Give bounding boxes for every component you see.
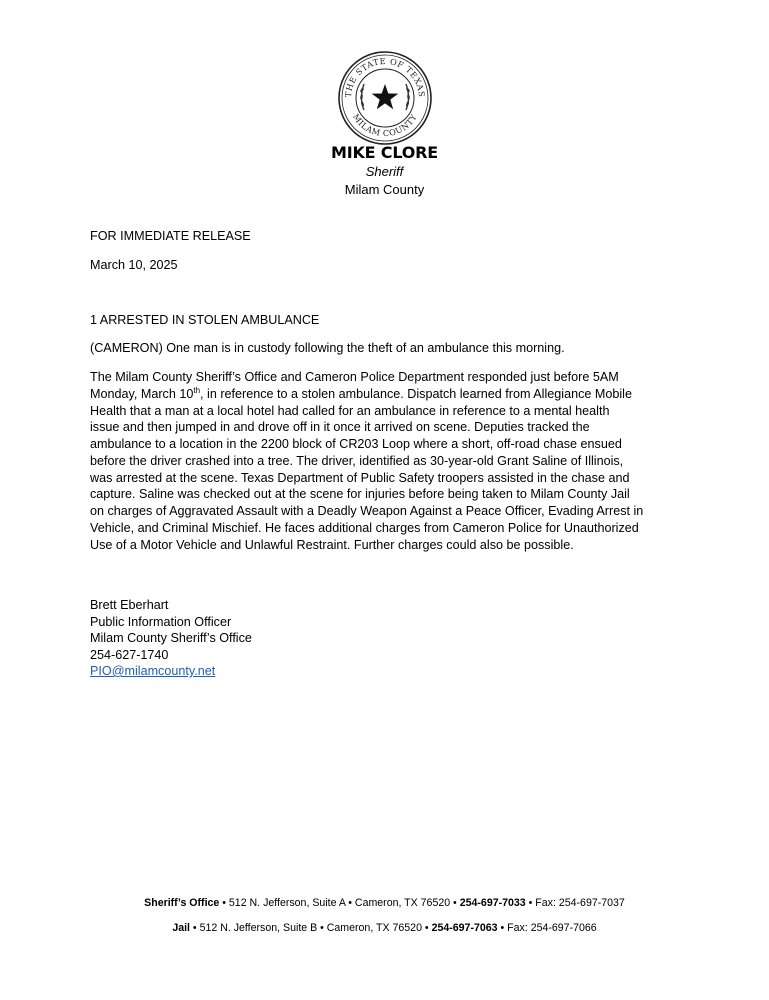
contact-phone: 254-627-1740 — [90, 647, 169, 662]
body-line: before the driver crashed into a tree. The driver, identified as 30-year-old Grant Saline of Illinois, — [90, 453, 624, 468]
body-paragraph — [90, 369, 690, 553]
footer-jail: Jail • 512 N. Jefferson, Suite B • Cameron, TX 76520 • 254-697-7063 • Fax: 254-697-7066 — [172, 922, 597, 934]
svg-text:MILAM COUNTY: MILAM COUNTY — [351, 111, 419, 139]
sheriff-name: MIKE CLORE — [331, 143, 438, 162]
body-line: capture. Saline was checked out at the scene for injuries before being taken to Milam County Jail — [90, 487, 630, 502]
footer-jail-label: Jail — [172, 922, 190, 934]
contact-name: Brett Eberhart — [90, 598, 169, 612]
body-line: Vehicle, and Criminal Mischief. He faces additional charges from Cameron Police for Unauthorized — [90, 520, 639, 535]
body-line: issue and then jumped in and drove off in it once it arrived on scene. Deputies tracked the — [90, 420, 590, 435]
body-line: Health that a man at a local hotel had called for an ambulance in reference to a mental health — [90, 403, 610, 418]
svg-text:THE STATE OF TEXAS: THE STATE OF TEXAS — [342, 55, 428, 98]
body-line: Use of a Motor Vehicle and Unlawful Restraint. Further charges could also be possible. — [90, 537, 574, 552]
headline: 1 ARRESTED IN STOLEN AMBULANCE — [90, 313, 320, 327]
contact-office: Milam County Sheriff’s Office — [90, 631, 252, 645]
footer-office-phone: 254-697-7033 — [459, 897, 526, 909]
sheriff-title: Sheriff — [365, 164, 404, 179]
body-line: Monday, March 10th, in reference to a stolen ambulance. Dispatch learned from Allegiance Mobile — [90, 385, 632, 401]
contact-role: Public Information Officer — [90, 614, 232, 629]
body-line: on charges of Aggravated Assault with a Deadly Weapon Against a Peace Officer, Evading Arrest in — [90, 504, 644, 518]
release-label: FOR IMMEDIATE RELEASE — [90, 229, 251, 243]
body-line: ambulance to a location in the 2200 block of CR203 Loop where a short, off-road chase ensued — [90, 437, 622, 451]
body-line: was arrested at the scene. Texas Department of Public Safety troopers assisted in the chase and — [90, 470, 630, 485]
body-line: The Milam County Sheriff’s Office and Cameron Police Department responded just before 5AM — [90, 370, 619, 384]
lede-paragraph: (CAMERON) One man is in custody following the theft of an ambulance this morning. — [90, 341, 565, 355]
county-name: Milam County — [344, 182, 425, 197]
footer-office-label: Sheriff’s Office — [144, 897, 220, 909]
state-of-texas-seal — [337, 50, 433, 146]
release-date: March 10, 2025 — [90, 258, 178, 272]
footer-sheriff-office: Sheriff’s Office • 512 N. Jefferson, Suite A • Cameron, TX 76520 • 254-697-7033 • Fax: 254-697-7037 — [144, 897, 625, 909]
contact-block — [90, 597, 252, 680]
footer-jail-phone: 254-697-7063 — [431, 922, 498, 934]
contact-email-link[interactable]: PIO@milamcounty.net — [90, 664, 216, 678]
